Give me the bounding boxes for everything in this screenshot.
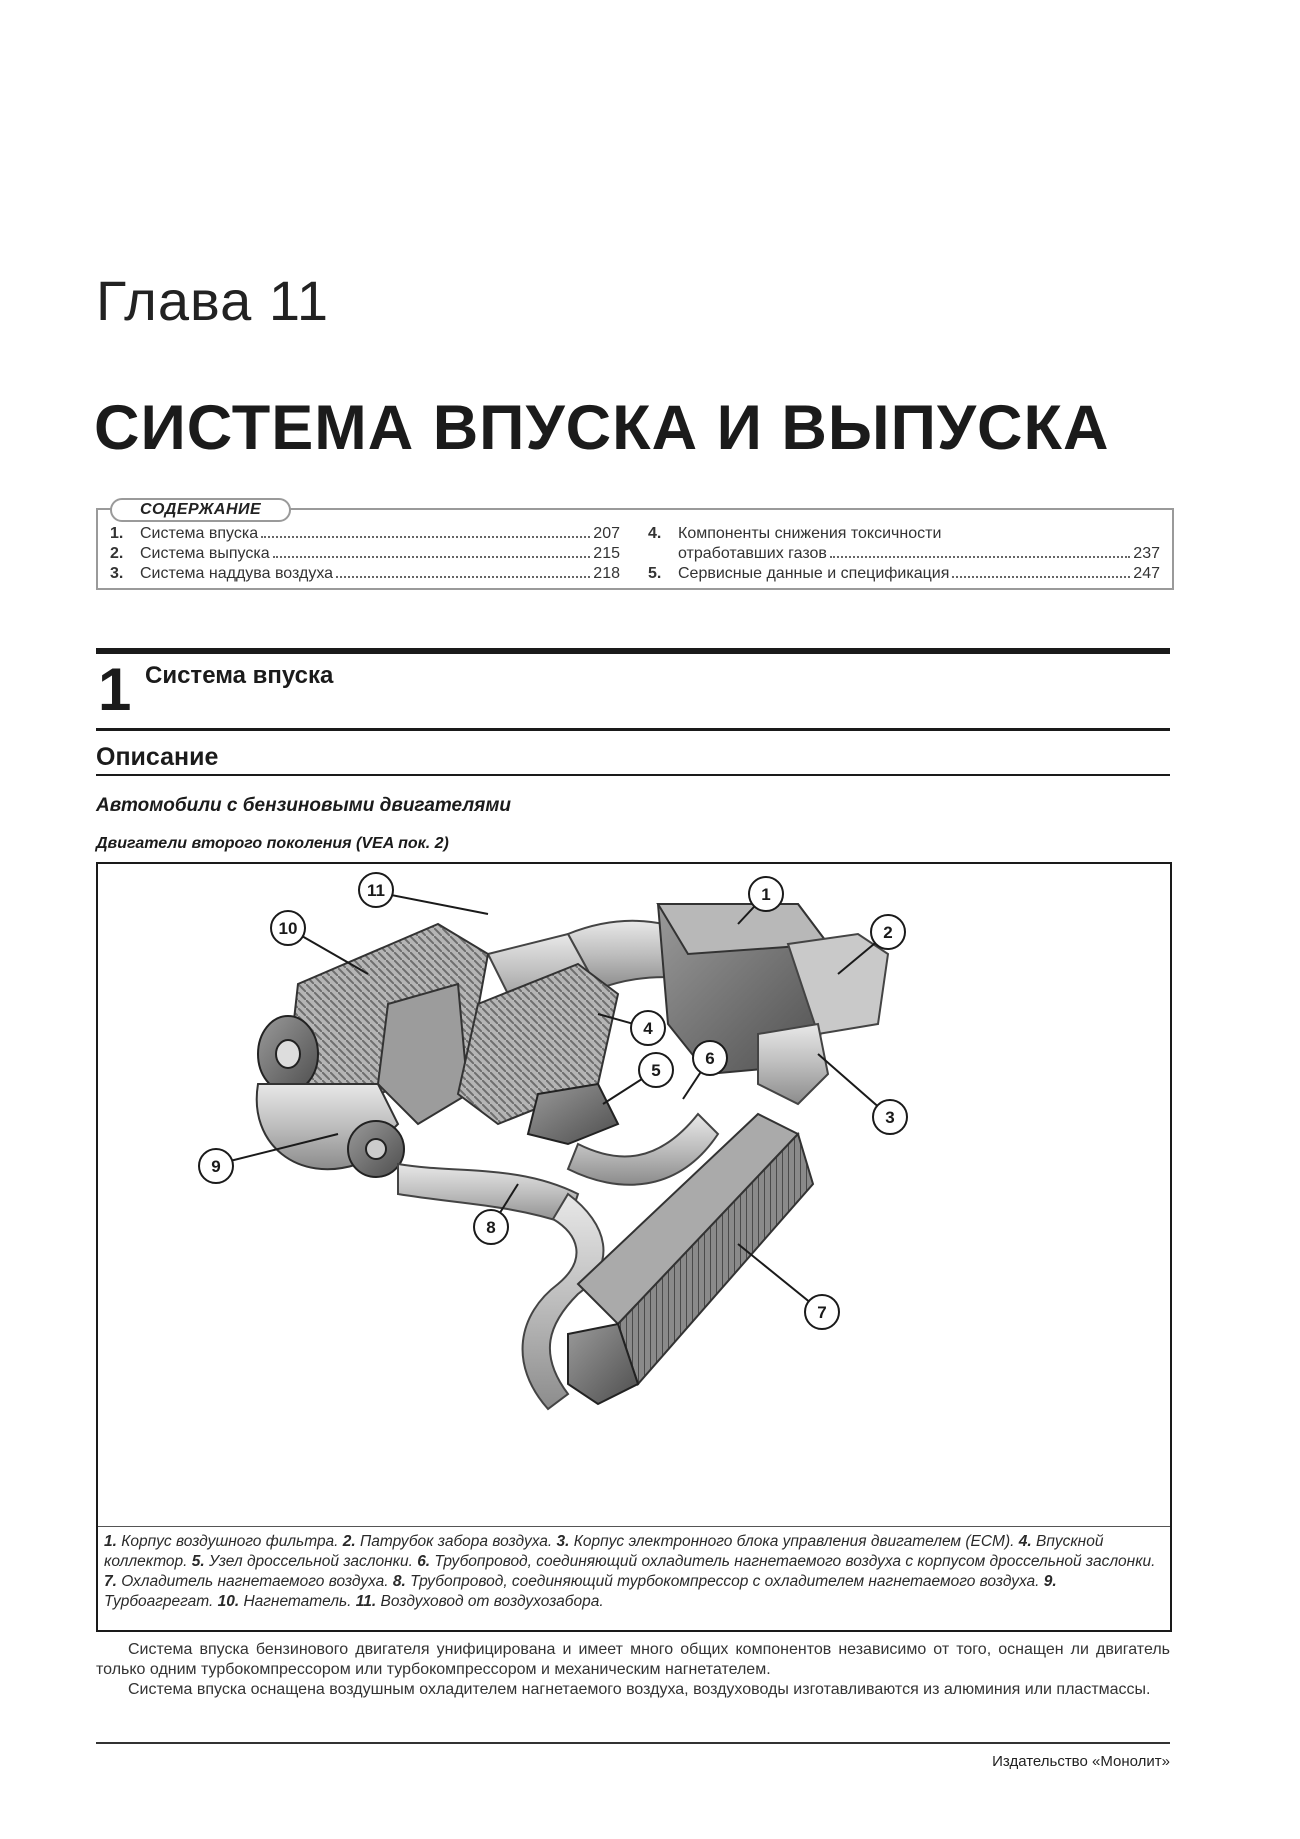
callout-2 <box>871 915 905 949</box>
callout-1 <box>749 877 783 911</box>
callout-3 <box>873 1100 907 1134</box>
section-top-rule <box>96 648 1170 654</box>
svg-text:4: 4 <box>643 1019 653 1038</box>
chapter-label: Глава 11 <box>96 269 329 332</box>
ecm-housing <box>758 1024 828 1104</box>
callout-8 <box>474 1210 508 1244</box>
publisher-credit: Издательство «Монолит» <box>992 1753 1170 1770</box>
toc-item-label: Система впуска <box>140 525 259 542</box>
callout-7 <box>805 1295 839 1329</box>
paragraph: Система впуска бензинового двигателя унифицирована и имеет много общих компонентов независимо от того, оснащен ли двигатель только одним турбокомпрессором или турбокомпрессором и механическим нагнетателем. <box>96 1641 1170 1678</box>
toc-item-label: Система наддува воздуха <box>140 565 334 582</box>
toc-item-page: 218 <box>593 565 620 582</box>
toc-item[interactable] <box>110 564 620 584</box>
svg-text:6: 6 <box>705 1049 715 1068</box>
subheading: Описание <box>96 743 219 771</box>
svg-text:2: 2 <box>883 923 893 942</box>
toc-item-page: 207 <box>593 525 620 542</box>
toc-item-page: 237 <box>1133 545 1160 562</box>
figure-title: Двигатели второго поколения (VEA пок. 2) <box>96 835 449 852</box>
toc-item-number: 3. <box>110 565 124 582</box>
toc-item-page: 247 <box>1133 565 1160 582</box>
toc-leader-dots <box>261 536 590 538</box>
callout-11 <box>359 873 393 907</box>
intake-system-illustration <box>98 864 1170 1526</box>
toc-right-column <box>648 524 1160 584</box>
svg-text:1: 1 <box>761 885 771 904</box>
footer-rule <box>96 1742 1170 1744</box>
toc-leader-dots <box>273 556 591 558</box>
body-text <box>96 1640 1170 1700</box>
toc-item[interactable] <box>110 544 620 564</box>
section-bottom-rule <box>96 728 1170 731</box>
svg-text:5: 5 <box>651 1061 661 1080</box>
engine-intake-figure <box>96 862 1172 1632</box>
svg-text:10: 10 <box>278 919 298 938</box>
toc-item-label: Компоненты снижения токсичности <box>678 525 942 542</box>
toc-item-continued[interactable] <box>648 544 1160 564</box>
toc-heading: СОДЕРЖАНИЕ <box>110 498 291 522</box>
toc-item[interactable] <box>648 524 1160 544</box>
section-number: 1 <box>98 656 132 723</box>
toc-left-column <box>110 524 620 584</box>
toc-item[interactable] <box>110 524 620 544</box>
page-title: СИСТЕМА ВПУСКА И ВЫПУСКА <box>94 393 1110 463</box>
toc-leader-dots <box>952 576 1130 578</box>
svg-text:9: 9 <box>211 1157 221 1176</box>
toc-item-page: 215 <box>593 545 620 562</box>
section-title: Система впуска <box>145 662 334 689</box>
figure-caption: 1. Корпус воздушного фильтра. 2. Патрубок забора воздуха. 3. Корпус электронного блока управления двигателем (ECM). 4. Впускной коллектор. 5. Узел дроссельной заслонки. 6. Трубопровод, соединяющий охладитель нагнетаемого воздуха с корпусом дроссельной заслонки. 7. Охладитель нагнетаемого воздуха. 8. Трубопровод, соединяющий турбокомпрессор с охладителем нагнетаемого воздуха. 9. Турбоагрегат. 10. Нагнетатель. 11. Воздуховод от воздухозабора. <box>104 1533 1156 1610</box>
svg-text:8: 8 <box>486 1218 496 1237</box>
svg-text:3: 3 <box>885 1108 895 1127</box>
toc-leader-dots <box>830 556 1130 558</box>
table-of-contents <box>96 501 1174 590</box>
toc-item-number: 1. <box>110 525 124 542</box>
toc-item[interactable] <box>648 564 1160 584</box>
toc-item-label: отработавших газов <box>678 545 827 562</box>
caption-divider <box>98 1526 1170 1527</box>
toc-item-number: 2. <box>110 545 124 562</box>
callout-6 <box>693 1041 727 1075</box>
svg-text:7: 7 <box>817 1303 827 1322</box>
paragraph: Система впуска оснащена воздушным охладителем нагнетаемого воздуха, воздуховоды изготавливаются из алюминия или пластмассы. <box>128 1681 1151 1698</box>
subsection-heading: Автомобили с бензиновыми двигателями <box>96 795 512 816</box>
subheading-rule <box>96 774 1170 776</box>
svg-text:11: 11 <box>367 881 385 900</box>
toc-leader-dots <box>336 576 590 578</box>
callout-9 <box>199 1149 233 1183</box>
throttle-body <box>528 1084 618 1144</box>
callout-4 <box>631 1011 665 1045</box>
toc-item-label: Система выпуска <box>140 545 270 562</box>
toc-item-number: 4. <box>648 525 662 542</box>
callout-5 <box>639 1053 673 1087</box>
toc-item-number: 5. <box>648 565 662 582</box>
callout-10 <box>271 911 305 945</box>
toc-item-label: Сервисные данные и спецификация <box>678 565 950 582</box>
